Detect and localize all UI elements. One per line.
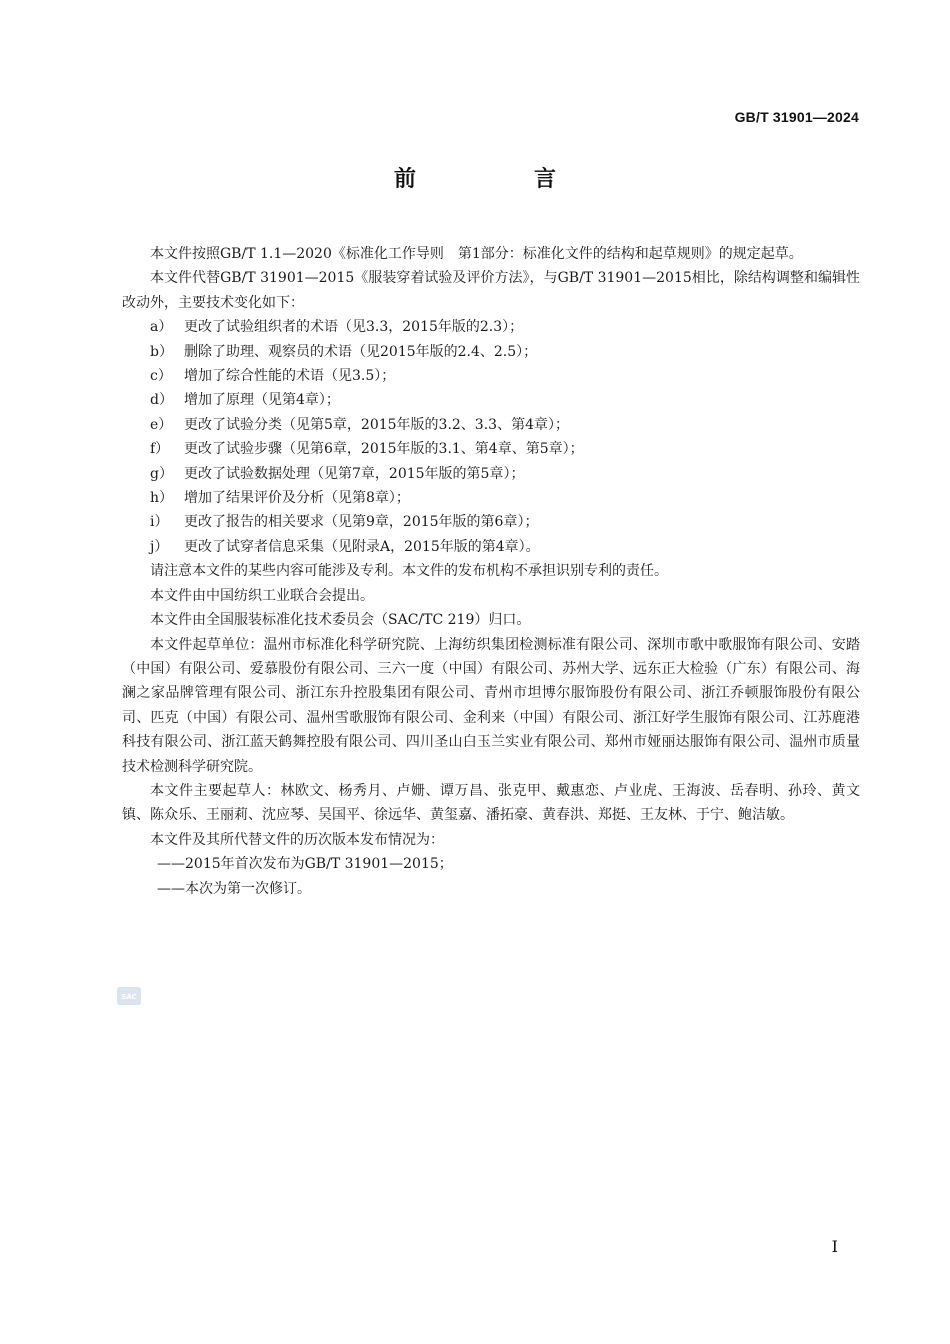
history-intro: 本文件及其所代替文件的历次版本发布情况为： [150, 831, 444, 848]
proposer-statement: 本文件由中国纺织工业联合会提出。 [150, 587, 374, 604]
list-item [122, 413, 860, 437]
list-marker: a） [150, 319, 173, 336]
centralized-statement: 本文件由全国服装标准化技术委员会（SAC/TC 219）归口。 [150, 612, 531, 629]
history-item: ——本次为第一次修订。 [157, 880, 311, 897]
intro-paragraph-2: 本文件代替GB/T 31901—2015《服装穿着试验及评价方法》，与GB/T 31901—2015相比，除结构调整和编辑性改动外，主要技术变化如下： [122, 270, 860, 311]
changes-list [122, 315, 860, 559]
patent-statement: 请注意本文件的某些内容可能涉及专利。本文件的发布机构不承担识别专利的责任。 [150, 563, 668, 580]
list-item [122, 340, 860, 364]
sac-logo-text: SAC [121, 993, 137, 1001]
list-item-text: 删除了助理、观察员的术语（见2015年版的2.4、2.5）； [184, 343, 538, 360]
history-item: ——2015年首次发布为GB/T 31901—2015； [157, 856, 453, 873]
list-item [122, 388, 860, 412]
list-item [122, 437, 860, 461]
list-item-text: 增加了原理（见第4章）； [184, 392, 340, 409]
list-item [122, 364, 860, 388]
standard-code: GB/T 31901—2024 [734, 109, 859, 125]
list-marker: e） [150, 416, 173, 433]
list-item-text: 更改了试验组织者的术语（见3.3，2015年版的2.3）； [184, 319, 524, 336]
list-marker: h） [150, 490, 174, 507]
list-marker: c） [150, 368, 172, 385]
list-marker: f） [150, 441, 170, 458]
list-item-text: 增加了综合性能的术语（见3.5）； [184, 368, 396, 385]
list-item-text: 增加了结果评价及分析（见第8章）； [184, 490, 410, 507]
list-marker: g） [150, 465, 173, 482]
list-item-text: 更改了报告的相关要求（见第9章，2015年版的第6章）； [184, 514, 539, 531]
list-item [122, 510, 860, 534]
list-item [122, 315, 860, 339]
list-item-text: 更改了试验数据处理（见第7章，2015年版的第5章）； [184, 465, 525, 482]
list-item-text: 更改了试穿者信息采集（见附录A，2015年版的第4章）。 [184, 538, 540, 555]
list-item-text: 更改了试验分类（见第5章，2015年版的3.2、3.3、第4章）； [184, 416, 569, 433]
list-marker: i） [150, 514, 169, 531]
list-marker: b） [150, 343, 173, 360]
list-marker: d） [150, 392, 173, 409]
list-item [122, 462, 860, 486]
sac-logo-icon [116, 985, 142, 1007]
page-number: I [831, 1237, 838, 1256]
list-item [122, 486, 860, 510]
list-item-text: 更改了试验步骤（见第6章，2015年版的3.1、第4章、第5章）； [184, 441, 584, 458]
foreword-body [122, 242, 860, 901]
drafters: 本文件主要起草人：林欧文、杨秀月、卢姗、谭万昌、张克甲、戴惠恋、卢业虎、王海波、岳春明、孙玲、黄文镇、陈众乐、王丽莉、沈应琴、吴国平、徐远华、黄玺嘉、潘拓豪、黄春洪、郑挺、王友林、于宁、鲍洁敏。 [122, 782, 860, 824]
list-marker: j） [150, 538, 169, 555]
drafting-units: 本文件起草单位：温州市标准化科学研究院、上海纺织集团检测标准有限公司、深圳市歌中歌服饰有限公司、安踏（中国）有限公司、爱慕股份有限公司、三六一度（中国）有限公司、苏州大学、远东正大检验（广东）有限公司、海澜之家品牌管理有限公司、浙江东升控股集团有限公司、青州市坦博尔服饰股份有限公司、浙江乔顿服饰股份有限公司、匹克（中国）有限公司、温州雪歌服饰有限公司、金利来（中国）有限公司、浙江好学生服饰有限公司、江苏鹿港科技有限公司、浙江蓝天鹤舞控股有限公司、四川圣山白玉兰实业有限公司、郑州市娅丽达服饰有限公司、温州市质量技术检测科学研究院。 [122, 636, 860, 775]
page-title: 前 言 [393, 167, 604, 192]
intro-paragraph-1: 本文件按照GB/T 1.1—2020《标准化工作导则 第1部分：标准化文件的结构和起草规则》的规定起草。 [150, 246, 803, 262]
list-item [122, 535, 860, 559]
